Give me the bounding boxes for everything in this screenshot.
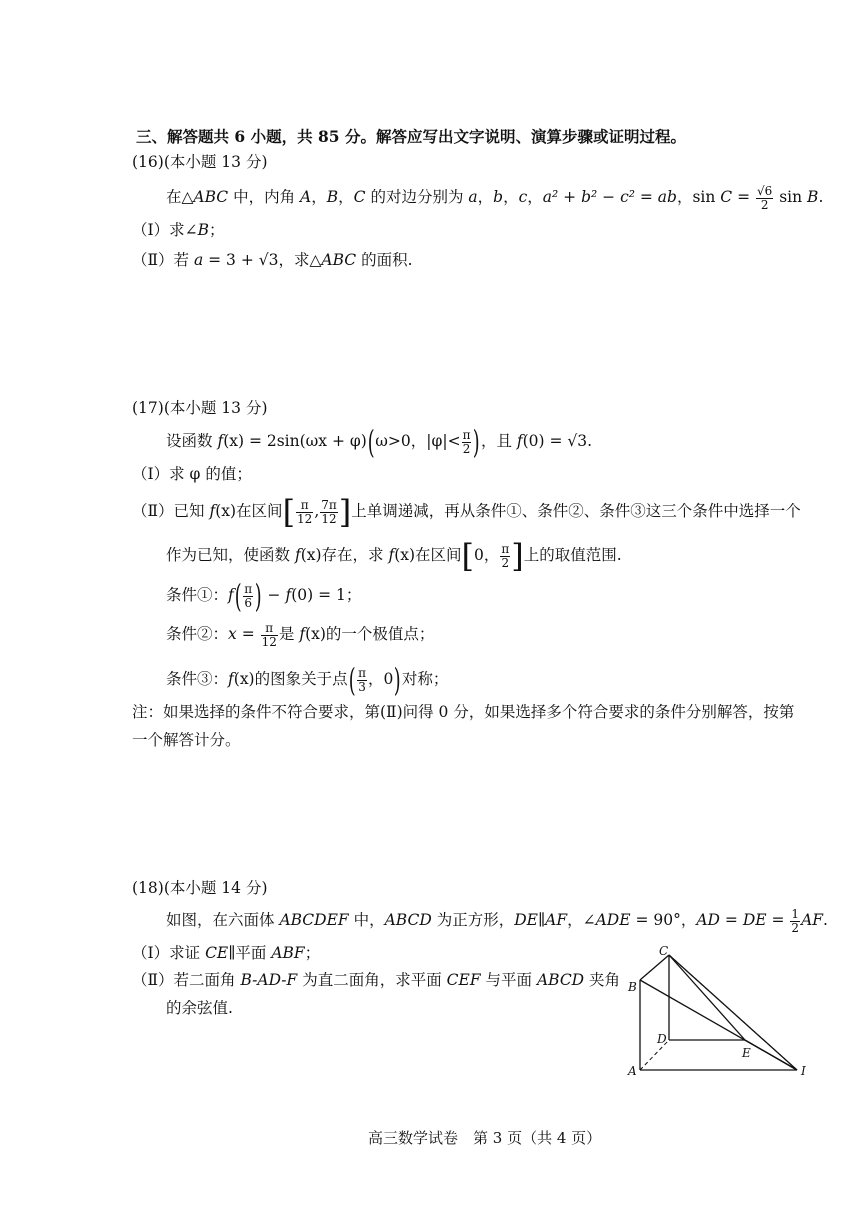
q18-stem: 如图，在六面体 ABCDEF 中，ABCD 为正方形，DE∥AF，∠ADE = 90°，AD = DE = $\frac{1}{2}$ AF. — [166, 907, 828, 935]
page-footer: 高三数学试卷 第 3 页（共 4 页） — [368, 1129, 602, 1147]
figure-label-e: E — [742, 1046, 751, 1060]
q16-fraction: $\frac{√6}{2}$ — [757, 184, 773, 212]
figure-label-d: D — [657, 1032, 667, 1046]
figure-label-a: A — [628, 1064, 637, 1078]
section-heading: 三、解答题共 6 小题，共 85 分。解答应写出文字说明、演算步骤或证明过程。 — [136, 127, 686, 146]
q18-header: (18)(本小题 14 分) — [132, 879, 268, 897]
figure-label-f: I — [801, 1064, 806, 1078]
q17-condition-1: 条件①：f( $\frac{\pi}{6}$ ) − f(0) = 1； — [166, 577, 362, 615]
q17-note-line2: 一个解答计分。 — [132, 731, 241, 749]
figure-label-c: C — [659, 945, 669, 958]
q17-note-line1: 注：如果选择的条件不符合要求，第(Ⅱ)问得 0 分，如果选择多个符合要求的条件分别解答，按第 — [132, 703, 795, 721]
q18-part2-line2: 的余弦值. — [166, 999, 233, 1017]
q17-part2-line1: （Ⅱ）已知 f(x)在区间[ $\frac{\pi}{12}$ , $\frac{7\pi}{12}$ ]上单调递减，再从条件①、条件②、条件③这三个条件中选择一个 — [132, 493, 801, 531]
q17-part1: （Ⅰ）求 φ 的值； — [132, 465, 252, 483]
q18-part2-line1: （Ⅱ）若二面角 B-AD-F 为直二面角，求平面 CEF 与平面 ABCD 夹角 — [132, 971, 621, 989]
q17-stem: 设函数 f(x) = 2sin(ωx + φ)(ω>0，|φ|< $\frac{\pi}{2}$ )，且 f(0) = √3. — [166, 423, 593, 461]
q17-part2-line2: 作为已知，使函数 f(x)存在，求 f(x)在区间[0， $\frac{\pi}{2}$ ]上的取值范围. — [166, 537, 622, 575]
q18-part1: （Ⅰ）求证 CE∥平面 ABF； — [132, 944, 321, 962]
q16-part1: （Ⅰ）求∠B； — [132, 221, 225, 239]
q17-condition-3: 条件③：f(x)的图象关于点( $\frac{\pi}{3}$ ，0)对称； — [166, 661, 449, 699]
hexahedron-figure — [625, 945, 810, 1080]
q17-condition-2: 条件②：x = $\frac{\pi}{12}$ 是 f(x)的一个极值点； — [166, 621, 435, 649]
q17-header: (17)(本小题 13 分) — [132, 399, 268, 417]
q16-stem: 在△ABC 中，内角 A，B，C 的对边分别为 a，b，c，a² + b² − c² = ab，sin C = $\frac{√6}{2}$ sin B. — [166, 184, 824, 212]
figure-label-b: B — [628, 980, 637, 994]
q16-part2: （Ⅱ）若 a = 3 + √3，求△ABC 的面积. — [132, 251, 413, 269]
q16-header: (16)(本小题 13 分) — [132, 153, 268, 171]
